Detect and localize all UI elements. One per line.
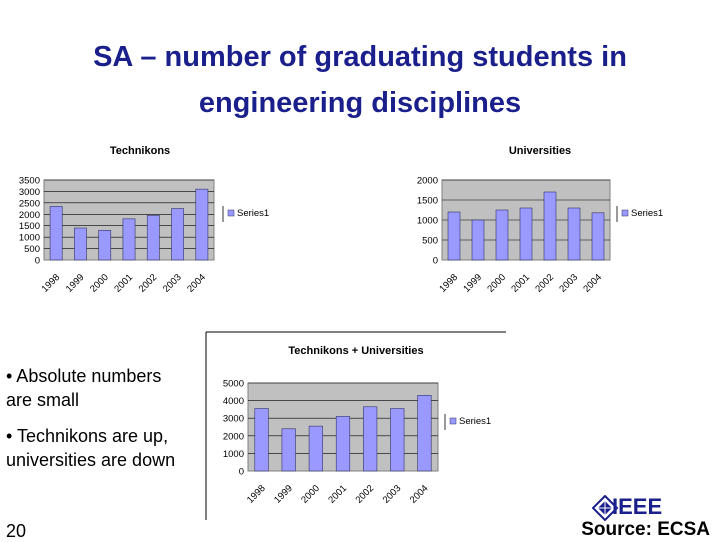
y-tick-label: 3500	[18, 175, 40, 187]
bullet-list	[6, 364, 176, 484]
y-tick-label: 4000	[222, 396, 244, 408]
bar	[472, 220, 484, 260]
y-tick-label: 3000	[18, 186, 40, 198]
bar	[544, 192, 556, 260]
y-tick-label: 0	[238, 466, 244, 478]
x-tick-label: 2002	[136, 272, 160, 295]
bar	[74, 228, 86, 260]
bar	[147, 215, 159, 260]
bar	[496, 210, 508, 260]
bar	[336, 416, 350, 471]
source-note: Source: ECSA	[581, 519, 710, 540]
legend-swatch	[450, 418, 456, 424]
x-tick-label: 2001	[326, 483, 350, 506]
x-tick-label: 1998	[244, 483, 268, 506]
y-tick-label: 0	[432, 255, 438, 267]
bar	[255, 409, 269, 471]
page-number: 20	[6, 521, 27, 541]
ieee-logo-text: IEEE	[612, 494, 663, 519]
chart-title: Technikons + Universities	[288, 345, 424, 357]
x-tick-label: 1998	[437, 272, 461, 295]
y-tick-label: 1000	[222, 448, 244, 460]
bar	[592, 213, 604, 260]
y-tick-label: 5000	[222, 378, 244, 390]
bar	[282, 429, 296, 471]
x-tick-label: 1999	[63, 272, 87, 295]
bullet-absolute-numbers: • Absolute numbers are small	[6, 366, 162, 410]
x-tick-label: 2000	[485, 272, 509, 295]
x-tick-label: 2003	[380, 483, 404, 506]
y-tick-label: 3000	[222, 413, 244, 425]
slide-title-line1: SA – number of graduating students in	[93, 41, 627, 73]
y-tick-label: 2000	[18, 209, 40, 221]
y-tick-label: 2500	[18, 198, 40, 210]
x-tick-label: 2002	[533, 272, 557, 295]
x-tick-label: 2004	[581, 272, 605, 295]
bar	[418, 395, 432, 471]
y-tick-label: 1000	[416, 215, 438, 227]
y-tick-label: 1500	[416, 195, 438, 207]
slide-title-line2: engineering disciplines	[198, 87, 522, 119]
y-tick-label: 2000	[222, 431, 244, 443]
bar	[172, 209, 184, 260]
slide-title	[40, 34, 680, 126]
bar	[123, 219, 135, 260]
x-tick-label: 2001	[509, 272, 533, 295]
bar	[363, 407, 377, 471]
legend-label: Series1	[631, 208, 664, 219]
x-tick-label: 2000	[299, 483, 322, 506]
x-tick-label: 2002	[353, 483, 377, 506]
bar	[520, 208, 532, 260]
legend-swatch	[228, 210, 234, 216]
x-tick-label: 2004	[407, 483, 431, 506]
technikons-chart	[0, 138, 300, 308]
bar	[568, 208, 580, 260]
x-tick-label: 2003	[557, 272, 581, 295]
legend-swatch	[622, 210, 628, 216]
bullet-technikons-up: • Technikons are up, universities are down	[6, 426, 176, 470]
combined-chart	[206, 332, 506, 520]
chart-title: Technikons	[109, 145, 171, 157]
x-tick-label: 2001	[112, 272, 136, 295]
y-tick-label: 500	[24, 244, 40, 256]
legend-label: Series1	[237, 208, 270, 219]
universities-chart	[400, 138, 690, 308]
legend-label: Series1	[459, 416, 492, 427]
x-tick-label: 1998	[39, 272, 63, 295]
x-tick-label: 1999	[461, 272, 485, 295]
y-tick-label: 500	[422, 235, 438, 247]
chart-title: Universities	[508, 145, 572, 157]
y-tick-label: 1000	[18, 232, 40, 244]
bar	[50, 206, 62, 260]
y-tick-label: 1500	[18, 221, 40, 233]
bar	[309, 426, 323, 471]
y-tick-label: 2000	[416, 175, 438, 187]
bar	[391, 409, 405, 471]
x-tick-label: 1999	[272, 483, 295, 506]
bar	[196, 189, 208, 260]
bar	[99, 230, 111, 260]
y-tick-label: 0	[34, 255, 40, 267]
x-tick-label: 2000	[88, 272, 111, 295]
x-tick-label: 2003	[160, 272, 184, 295]
bar	[448, 212, 460, 260]
x-tick-label: 2004	[185, 272, 208, 295]
